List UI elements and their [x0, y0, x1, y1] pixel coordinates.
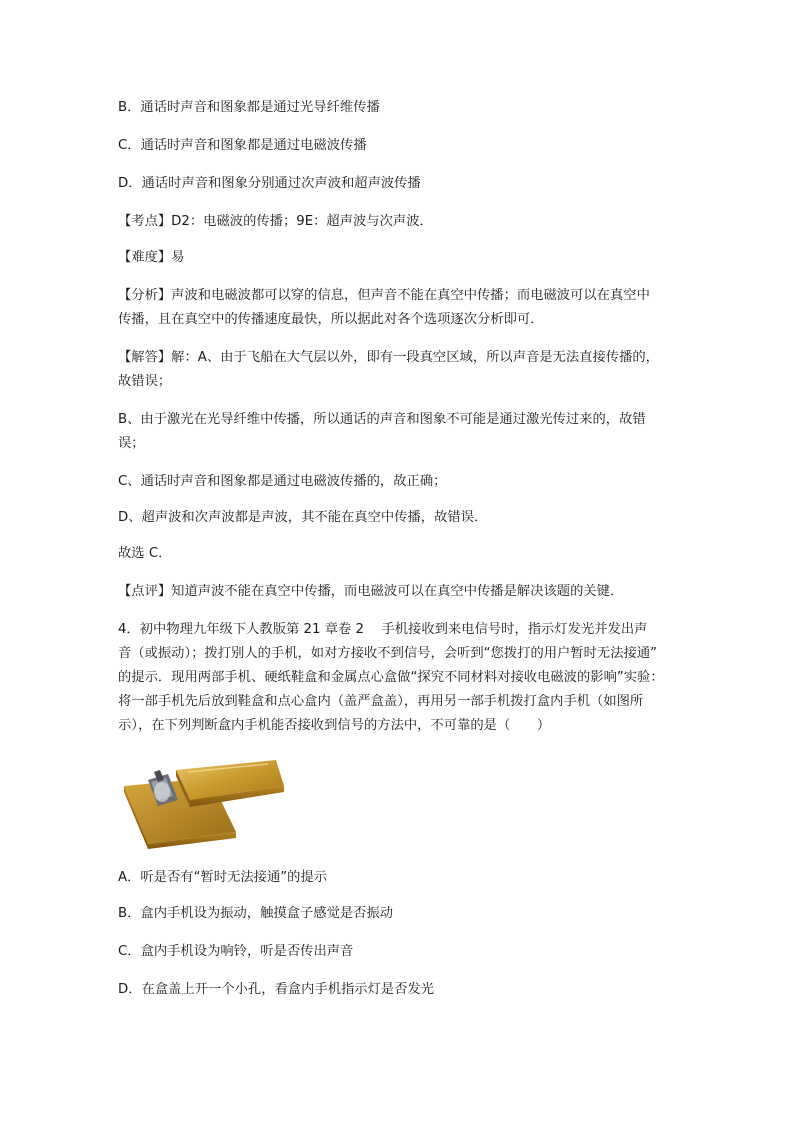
jieda-b-line-2: 误；	[118, 436, 145, 451]
question4-line-5: 示），在下列判断盒内手机能否接收到信号的方法中，不可靠的是（ ）	[118, 718, 551, 733]
jieda-b-line-1: B、由于激光在光导纤维中传播，所以通话的声音和图象不可能是通过激光传过来的，故错	[118, 412, 646, 427]
question4-line-1: 4．初中物理九年级下人教版第 21 章卷 2 手机接收到来电信号时，指示灯发光并发出声	[118, 622, 648, 637]
question4-line-4: 将一部手机先后放到鞋盒和点心盒内（盖严盒盖），再用另一部手机拨打盒内手机（如图所	[118, 694, 644, 709]
option-d-previous: D．通话时声音和图象分别通过次声波和超声波传播	[118, 176, 421, 191]
question4-line-3: 的提示．现用两部手机、硬纸鞋盒和金属点心盒做“探究不同材料对接收电磁波的影响”实验：	[118, 670, 664, 685]
option-c: C．盒内手机设为响铃，听是否传出声音	[118, 944, 354, 959]
dianping-line: 【点评】知道声波不能在真空中传播，而电磁波可以在真空中传播是解决该题的关键．	[118, 584, 624, 599]
option-b: B．盒内手机设为振动，触摸盒子感觉是否振动	[118, 906, 394, 921]
nandu-line: 【难度】易	[118, 250, 185, 265]
option-b-previous: B．通话时声音和图象都是通过光导纤维传播	[118, 100, 380, 115]
gold-box-illustration	[118, 752, 288, 850]
jieda-d-line: D、超声波和次声波都是声波，其不能在真空中传播，故错误．	[118, 510, 488, 525]
jieda-c-line: C、通话时声音和图象都是通过电磁波传播的，故正确；	[118, 474, 447, 489]
option-c-previous: C．通话时声音和图象都是通过电磁波传播	[118, 138, 367, 153]
phone-in-gold-box-figure	[118, 752, 288, 850]
guxuan-line: 故选 C．	[118, 546, 172, 561]
kaodian-line: 【考点】D2：电磁波的传播；9E：超声波与次声波．	[118, 214, 433, 229]
question4-line-2: 音（或振动）；拨打别人的手机，如对方接收不到信号，会听到“您拨打的用户暂时无法接通”	[118, 646, 658, 661]
option-a: A．听是否有“暂时无法接通”的提示	[118, 870, 328, 885]
option-d: D．在盒盖上开一个小孔，看盒内手机指示灯是否发光	[118, 982, 435, 997]
jieda-line-2: 故错误；	[118, 374, 172, 389]
fenxi-line-2: 传播，且在真空中的传播速度最快，所以据此对各个选项逐次分析即可．	[118, 312, 544, 327]
fenxi-line-1: 【分析】声波和电磁波都可以穿的信息，但声音不能在真空中传播；而电磁波可以在真空中	[118, 288, 650, 303]
jieda-line-1: 【解答】解：A、由于飞船在大气层以外，即有一段真空区域，所以声音是无法直接传播的，	[118, 350, 659, 365]
